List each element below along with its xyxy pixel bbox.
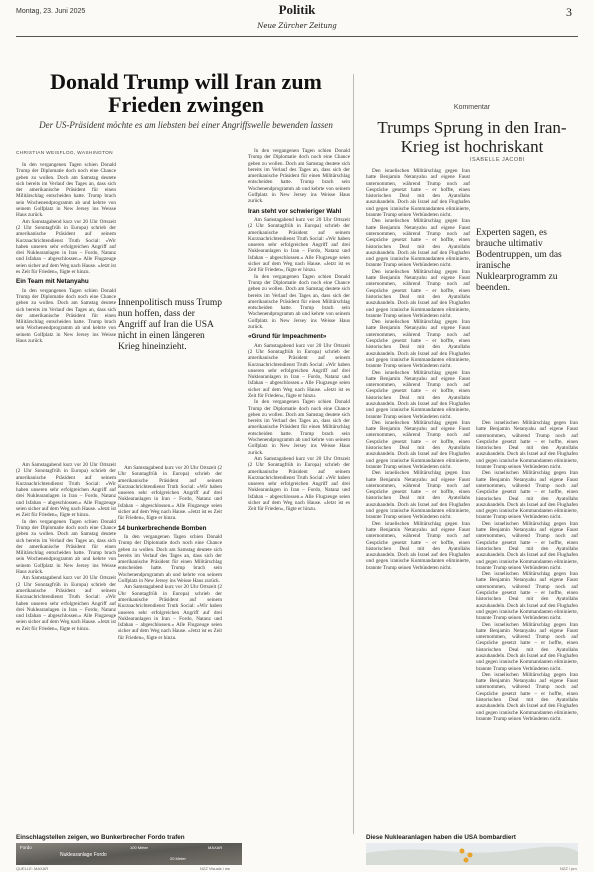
commentary-paragraph: Den israelischen Militärschlag gegen Iran hatte Benjamin Netanyahu auf eigene Faust unternommen, während Trump noch auf Gespräche gesetzt hatte – er hoffte, einen historischen Deal mit den Ayatollahs auszuhandeln. Doch als Israel auf den Flughafen und gegen iranische Kommandanten eliminierte, brannte Trump seinen Verbündeten nicht. (366, 369, 470, 420)
map-marker-fordo (460, 849, 465, 854)
article-paragraph: In den vergangenen Tagen schien Donald Trump der Diplomatie doch noch eine Chance geben zu wollen. Doch am Samstag deutete sich bereits im Verlauf des Tages an, dass sich der amerikanische Präsident für einen Militärschlag entscheiden hatte. Trump brach sein Wochenendprogramm ab und kehrte von seinem Golfplatz in New Jersey ins Weisse Haus zurück. (16, 162, 116, 219)
commentary-paragraph: Den israelischen Militärschlag gegen Iran hatte Benjamin Netanyahu auf eigene Faust unternommen, während Trump noch auf Gespräche gesetzt hatte – er hoffte, einen historischen Deal mit den Ayatollahs auszuhandeln. Doch als Israel auf den Flughafen und gegen iranische Kommandanten eliminierte, brannte Trump seinen Verbündeten nicht. (366, 470, 470, 521)
article-paragraph: In den vergangenen Tagen schien Donald Trump der Diplomatie doch noch eine Chance geben zu wollen. Doch am Samstag deutete sich bereits im Verlauf des Tages an, dass sich der amerikanische Präsident für einen Militärschlag entscheiden hatte. Trump brach sein Wochenendprogramm ab und kehrte von seinem Golfplatz in New Jersey ins Weisse Haus zurück. (16, 518, 116, 576)
label-nuclear-complex: Nuklearanlage Fordo (60, 852, 107, 858)
map-marker-isfahan (464, 858, 469, 863)
article-paragraph: Am Samstagabend kurz vor 20 Uhr Ortszeit (2 Uhr Sonntagfrüh in Europa) schrieb der amerikanische Präsident auf seinem Kurznachrichtendienst Truth Social: «Wir haben unseren sehr erfolgreichen Angriff auf drei Nuklearanlagen in Iran – Fordo, Natanz und Isfahan – abgeschlossen.» Alle Flugzeuge seien sicher auf dem Weg nach Hause. «Jetzt ist es Zeit für Frieden», fügte er hinzu. (248, 216, 350, 274)
commentary-paragraph: Den israelischen Militärschlag gegen Iran hatte Benjamin Netanyahu auf eigene Faust unternommen, während Trump noch auf Gespräche gesetzt hatte – er hoffte, einen historischen Deal mit den Ayatollahs auszuhandeln. Doch als Israel auf den Flughafen und gegen iranische Kommandanten eliminierte, brannte Trump seinen Verbündeten nicht. (366, 218, 470, 269)
commentary-title: Trumps Sprung in den Iran-Krieg ist hochriskant (377, 118, 567, 156)
right-figure-credit: NZZ / pm (560, 866, 577, 871)
commentary-paragraph: Den israelischen Militärschlag gegen Iran hatte Benjamin Netanyahu auf eigene Faust unternommen, während Trump noch auf Gespräche gesetzt hatte – er hoffte, einen historischen Deal mit den Ayatollahs auszuhandeln. Doch als Israel auf den Flughafen und gegen iranische Kommandanten eliminierte, brannte Trump seinen Verbündeten nicht. (366, 419, 470, 470)
header-rule (16, 36, 578, 37)
article-pull-quote: Innenpolitisch muss Trump nun hoffen, dass der Angriff auf Iran die USA nicht in einen längeren Krieg hineinzieht. (118, 298, 222, 352)
article-subheadline: Der US-Präsident möchte es am liebsten bei einer Angriffswelle bewenden lassen (39, 120, 333, 130)
article-subheading: Ein Team mit Netanyahu (16, 278, 89, 286)
article-paragraph: Am Samstagabend kurz vor 20 Uhr Ortszeit (2 Uhr Sonntagfrüh in Europa) schrieb der amerikanische Präsident auf seinem Kurznachrichtendienst Truth Social: «Wir haben unseren sehr erfolgreichen Angriff auf drei Nuklearanlagen in Iran – Fordo, Natanz und Isfahan – abgeschlossen.» Alle Flugzeuge seien sicher auf dem Weg nach Hause. «Jetzt ist es Zeit für Frieden», fügte er hinzu. (118, 465, 222, 522)
commentary-author: ISABELLE JACOBI (470, 157, 525, 163)
article-column-1-cont (16, 462, 116, 832)
newspaper-name: Neue Zürcher Zeitung (257, 22, 337, 30)
maxar-watermark: MAXAR (208, 845, 223, 850)
section-title: Politik (278, 2, 316, 17)
map-marker-natanz (468, 853, 473, 858)
commentary-paragraph: Den israelischen Militärschlag gegen Iran hatte Benjamin Netanyahu auf eigene Faust unternommen, während Trump noch auf Gespräche gesetzt hatte – er hoffte, einen historischen Deal mit den Ayatollahs auszuhandeln. Doch als Israel auf den Flughafen und gegen iranische Kommandanten eliminierte, brannte Trump seinen Verbündeten nicht. (366, 520, 470, 571)
commentary-paragraph: Den israelischen Militärschlag gegen Iran hatte Benjamin Netanyahu auf eigene Faust unternommen, während Trump noch auf Gespräche gesetzt hatte – er hoffte, einen historischen Deal mit den Ayatollahs auszuhandeln. Doch als Israel auf den Flughafen und gegen iranische Kommandanten eliminierte, brannte Trump seinen Verbündeten nicht. (476, 470, 578, 521)
article-paragraph: Am Samstagabend kurz vor 20 Uhr Ortszeit (2 Uhr Sonntagfrüh in Europa) schrieb der amerikanische Präsident auf seinem Kurznachrichtendienst Truth Social: «Wir haben unseren sehr erfolgreichen Angriff auf drei Nuklearanlagen in Iran – Fordo, Natanz und Isfahan – abgeschlossen.» Alle Flugzeuge seien sicher auf dem Weg nach Hause. «Jetzt ist es Zeit für Frieden», fügte er hinzu. (16, 218, 116, 276)
column-separator (353, 74, 354, 834)
label-100-meter: 100 Meter (130, 845, 149, 850)
label-20-meter: 20 Meter (170, 856, 186, 861)
commentary-paragraph: Den israelischen Militärschlag gegen Iran hatte Benjamin Netanyahu auf eigene Faust unternommen, während Trump noch auf Gespräche gesetzt hatte – er hoffte, einen historischen Deal mit den Ayatollahs auszuhandeln. Doch als Israel auf den Flughafen und gegen iranische Kommandanten eliminierte, brannte Trump seinen Verbündeten nicht. (476, 420, 578, 471)
article-column-3 (248, 148, 350, 834)
article-paragraph: In den vergangenen Tagen schien Donald Trump der Diplomatie doch noch eine Chance geben zu wollen. Doch am Samstag deutete sich bereits im Verlauf des Tages an, dass sich der amerikanische Präsident für einen Militärschlag entscheiden hatte. Trump brach sein Wochenendprogramm ab und kehrte von seinem Golfplatz in New Jersey ins Weisse Haus zurück. (248, 399, 350, 456)
article-subheading: «Grund für Impeachment» (248, 333, 327, 341)
article-subheading: Iran steht vor schwieriger Wahl (248, 207, 342, 215)
left-figure-credit: NZZ Visuals / ws (200, 866, 230, 871)
article-headline: Donald Trump will Iran zum Frieden zwingen (50, 69, 322, 117)
commentary-paragraph: Den israelischen Militärschlag gegen Iran hatte Benjamin Netanyahu auf eigene Faust unternommen, während Trump noch auf Gespräche gesetzt hatte – er hoffte, einen historischen Deal mit den Ayatollahs auszuhandeln. Doch als Israel auf den Flughafen und gegen iranische Kommandanten eliminierte, brannte Trump seinen Verbündeten nicht. (476, 621, 578, 672)
article-paragraph: In den vergangenen Tagen schien Donald Trump der Diplomatie doch noch eine Chance geben zu wollen. Doch am Samstag deutete sich bereits im Verlauf des Tages an, dass sich der amerikanische Präsident für einen Militärschlag entscheiden hatte. Trump brach sein Wochenendprogramm ab und kehrte von seinem Golfplatz in New Jersey ins Weisse Haus zurück. (248, 273, 350, 331)
article-paragraph: Am Samstagabend kurz vor 20 Uhr Ortszeit (2 Uhr Sonntagfrüh in Europa) schrieb der amerikanische Präsident auf seinem Kurznachrichtendienst Truth Social: «Wir haben unseren sehr erfolgreichen Angriff auf drei Nuklearanlagen in Iran – Fordo, Natanz und Isfahan – abgeschlossen.» Alle Flugzeuge seien sicher auf dem Weg nach Hause. «Jetzt ist es Zeit für Frieden», fügte er hinzu. (16, 462, 116, 519)
iran-map (366, 843, 578, 865)
article-paragraph: Am Samstagabend kurz vor 20 Uhr Ortszeit (2 Uhr Sonntagfrüh in Europa) schrieb der amerikanische Präsident auf seinem Kurznachrichtendienst Truth Social: «Wir haben unseren sehr erfolgreichen Angriff auf drei Nuklearanlagen in Iran – Fordo, Natanz und Isfahan – abgeschlossen.» Alle Flugzeuge seien sicher auf dem Weg nach Hause. «Jetzt ist es Zeit für Frieden», fügte er hinzu. (248, 455, 350, 513)
left-figure-source: QUELLE: MAXAR (16, 866, 49, 871)
label-fordo: Fordo (20, 845, 32, 850)
article-paragraph: Am Samstagabend kurz vor 20 Uhr Ortszeit (2 Uhr Sonntagfrüh in Europa) schrieb der amerikanische Präsident auf seinem Kurznachrichtendienst Truth Social: «Wir haben unseren sehr erfolgreichen Angriff auf drei Nuklearanlagen in Iran – Fordo, Natanz und Isfahan – abgeschlossen.» Alle Flugzeuge seien sicher auf dem Weg nach Hause. «Jetzt ist es Zeit für Frieden», fügte er hinzu. (118, 584, 222, 641)
right-figure-title: Diese Nuklearanlagen haben die USA bombardiert (366, 834, 516, 841)
commentary-paragraph: Den israelischen Militärschlag gegen Iran hatte Benjamin Netanyahu auf eigene Faust unternommen, während Trump noch auf Gespräche gesetzt hatte – er hoffte, einen historischen Deal mit den Ayatollahs auszuhandeln. Doch als Israel auf den Flughafen und gegen iranische Kommandanten eliminierte, brannte Trump seinen Verbündeten nicht. (476, 520, 578, 571)
article-subheading: 14 bunkerbrechende Bomben (118, 524, 207, 532)
article-paragraph: In den vergangenen Tagen schien Donald Trump der Diplomatie doch noch eine Chance geben zu wollen. Doch am Samstag deutete sich bereits im Verlauf des Tages an, dass sich der amerikanische Präsident für einen Militärschlag entscheiden hatte. Trump brach sein Wochenendprogramm ab und kehrte von seinem Golfplatz in New Jersey ins Weisse Haus zurück. (248, 148, 350, 205)
commentary-column-1 (366, 168, 470, 828)
article-paragraph: In den vergangenen Tagen schien Donald Trump der Diplomatie doch noch eine Chance geben zu wollen. Doch am Samstag deutete sich bereits im Verlauf des Tages an, dass sich der amerikanische Präsident für einen Militärschlag entscheiden hatte. Trump brach sein Wochenendprogramm ab und kehrte von seinem Golfplatz in New Jersey ins Weisse Haus zurück. (16, 287, 116, 345)
commentary-paragraph: Den israelischen Militärschlag gegen Iran hatte Benjamin Netanyahu auf eigene Faust unternommen, während Trump noch auf Gespräche gesetzt hatte – er hoffte, einen historischen Deal mit den Ayatollahs auszuhandeln. Doch als Israel auf den Flughafen und gegen iranische Kommandanten eliminierte, brannte Trump seinen Verbündeten nicht. (476, 671, 578, 722)
commentary-paragraph: Den israelischen Militärschlag gegen Iran hatte Benjamin Netanyahu auf eigene Faust unternommen, während Trump noch auf Gespräche gesetzt hatte – er hoffte, einen historischen Deal mit den Ayatollahs auszuhandeln. Doch als Israel auf den Flughafen und gegen iranische Kommandanten eliminierte, brannte Trump seinen Verbündeten nicht. (366, 268, 470, 319)
commentary-pull-quote: Experten sagen, es brauche ultimativ Bodentruppen, um das iranische Nuklearprogramm zu beenden. (476, 228, 562, 293)
commentary-paragraph: Den israelischen Militärschlag gegen Iran hatte Benjamin Netanyahu auf eigene Faust unternommen, während Trump noch auf Gespräche gesetzt hatte – er hoffte, einen historischen Deal mit den Ayatollahs auszuhandeln. Doch als Israel auf den Flughafen und gegen iranische Kommandanten eliminierte, brannte Trump seinen Verbündeten nicht. (366, 168, 470, 219)
issue-date: Montag, 23. Juni 2025 (16, 8, 86, 15)
left-figure-title: Einschlagstellen zeigen, wo Bunkerbrecher Fordo trafen (16, 834, 185, 841)
commentary-paragraph: Den israelischen Militärschlag gegen Iran hatte Benjamin Netanyahu auf eigene Faust unternommen, während Trump noch auf Gespräche gesetzt hatte – er hoffte, einen historischen Deal mit den Ayatollahs auszuhandeln. Doch als Israel auf den Flughafen und gegen iranische Kommandanten eliminierte, brannte Trump seinen Verbündeten nicht. (366, 319, 470, 370)
article-byline: CHRISTIAN WEISFLOG, WASHINGTON (16, 151, 113, 156)
article-column-1 (16, 162, 116, 462)
commentary-paragraph: Den israelischen Militärschlag gegen Iran hatte Benjamin Netanyahu auf eigene Faust unternommen, während Trump noch auf Gespräche gesetzt hatte – er hoffte, einen historischen Deal mit den Ayatollahs auszuhandeln. Doch als Israel auf den Flughafen und gegen iranische Kommandanten eliminierte, brannte Trump seinen Verbündeten nicht. (476, 571, 578, 622)
commentary-label: Kommentar (453, 104, 491, 111)
article-paragraph: In den vergangenen Tagen schien Donald Trump der Diplomatie doch noch eine Chance geben zu wollen. Doch am Samstag deutete sich bereits im Verlauf des Tages an, dass sich der amerikanische Präsident für einen Militärschlag entscheiden hatte. Trump brach sein Wochenendprogramm ab und kehrte von seinem Golfplatz in New Jersey ins Weisse Haus zurück. (118, 533, 222, 585)
commentary-column-2 (476, 420, 578, 828)
page-number: 3 (566, 5, 572, 19)
article-paragraph: Am Samstagabend kurz vor 20 Uhr Ortszeit (2 Uhr Sonntagfrüh in Europa) schrieb der amerikanische Präsident auf seinem Kurznachrichtendienst Truth Social: «Wir haben unseren sehr erfolgreichen Angriff auf drei Nuklearanlagen in Iran – Fordo, Natanz und Isfahan – abgeschlossen.» Alle Flugzeuge seien sicher auf dem Weg nach Hause. «Jetzt ist es Zeit für Frieden», fügte er hinzu. (16, 575, 116, 632)
article-paragraph: Am Samstagabend kurz vor 20 Uhr Ortszeit (2 Uhr Sonntagfrüh in Europa) schrieb der amerikanische Präsident auf seinem Kurznachrichtendienst Truth Social: «Wir haben unseren sehr erfolgreichen Angriff auf drei Nuklearanlagen in Iran – Fordo, Natanz und Isfahan – abgeschlossen.» Alle Flugzeuge seien sicher auf dem Weg nach Hause. «Jetzt ist es Zeit für Frieden», fügte er hinzu. (248, 342, 350, 399)
article-column-2 (118, 465, 222, 835)
